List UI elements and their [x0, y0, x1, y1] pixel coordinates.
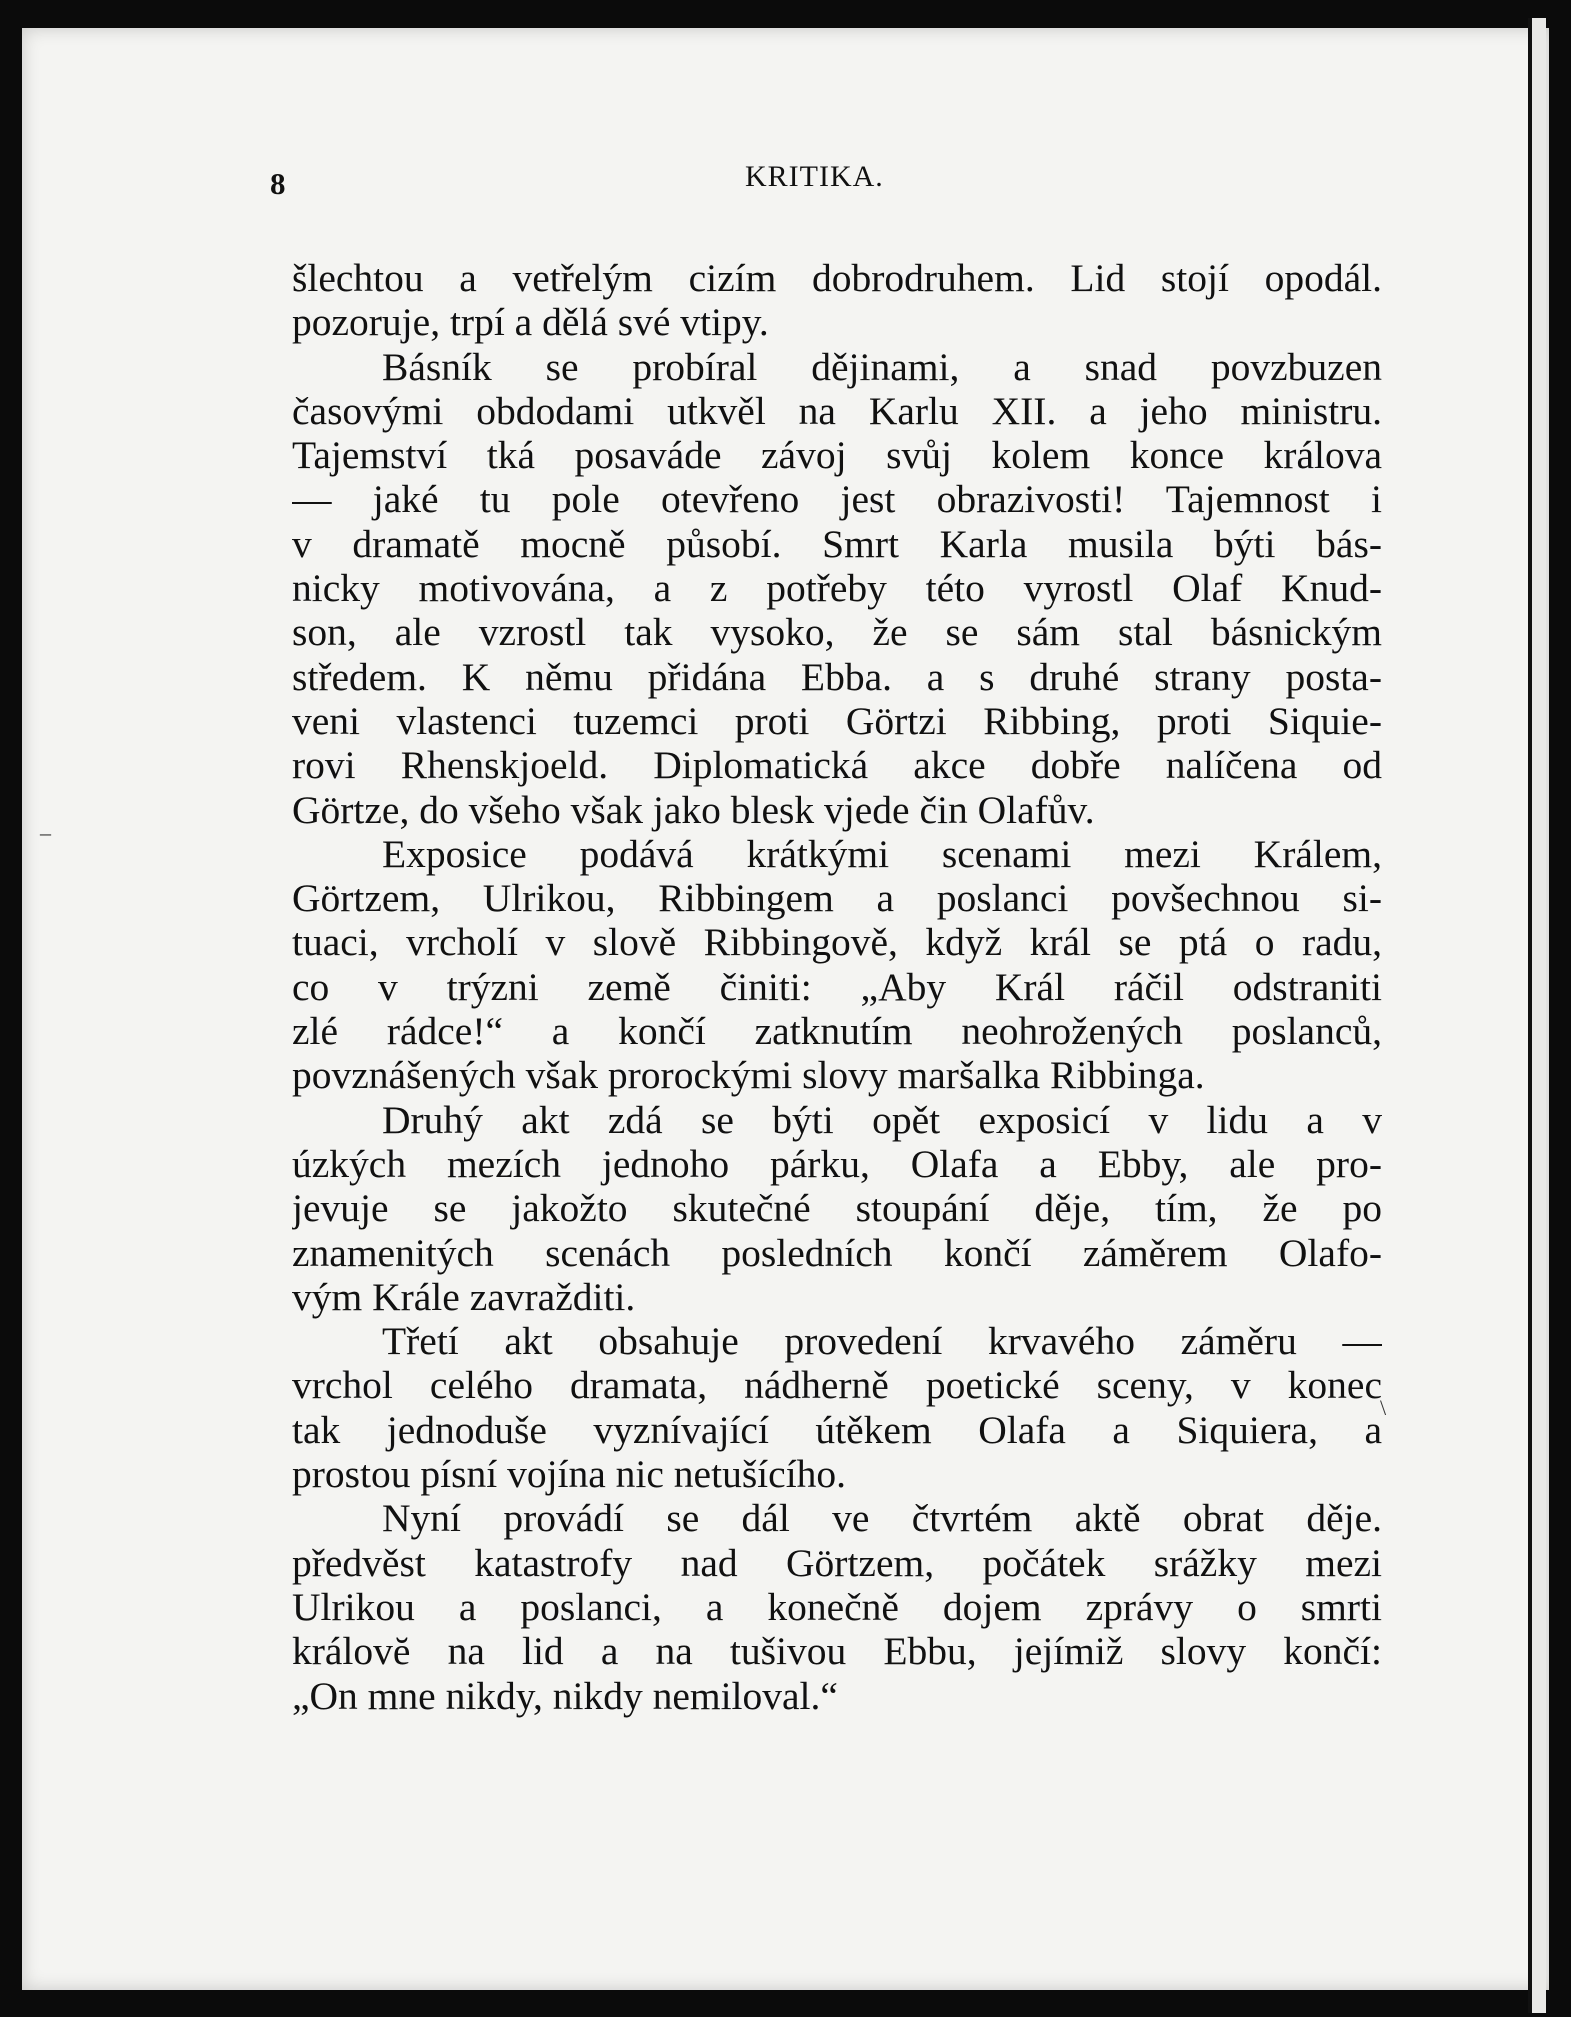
- text-line: středem. K němu přidána Ebba. a s druhé strany posta-: [292, 654, 1382, 699]
- page-edge: [1528, 18, 1546, 2013]
- text-line: vým Krále zavražditi.: [292, 1274, 636, 1319]
- text-line: předvěst katastrofy nad Görtzem, počátek srážky mezi: [292, 1540, 1382, 1585]
- text-line: Třetí akt obsahuje provedení krvavého záměru —: [382, 1319, 1382, 1364]
- page-number: 8: [270, 166, 286, 201]
- text-line: rovi Rhenskjoeld. Diplomatická akce dobře nalíčena od: [292, 743, 1382, 788]
- text-line: Tajemství tká posaváde závoj svůj kolem konce králova: [292, 433, 1382, 478]
- running-head: KRITIKA.: [745, 160, 884, 193]
- text-line: Nyní provádí se dál ve čtvrtém aktě obrat děje.: [382, 1496, 1382, 1541]
- text-line: Básník se probíral dějinami, a snad povzbuzen: [382, 344, 1382, 389]
- text-line: Druhý akt zdá se býti opět exposicí v lidu a v: [382, 1097, 1382, 1142]
- text-line: — jaké tu pole otevřeno jest obrazivosti! Tajemnost i: [292, 477, 1382, 522]
- text-line: prostou písní vojína nic netušícího.: [292, 1452, 847, 1497]
- text-line: Görtze, do všeho však jako blesk vjede čin Olafův.: [292, 787, 1095, 832]
- text-line: Exposice podává krátkými scenami mezi Králem,: [382, 831, 1382, 876]
- text-line: „On mne nikdy, nikdy nemiloval.“: [292, 1673, 838, 1718]
- text-line: časovými obdodami utkvěl na Karlu XII. a jeho ministru.: [292, 388, 1382, 433]
- text-line: zlé rádce!“ a končí zatknutím neohrožených poslanců,: [292, 1009, 1382, 1054]
- text-line: Ulrikou a poslanci, a konečně dojem zprávy o smrti: [292, 1584, 1382, 1629]
- text-line: co v trýzni země činiti: „Aby Král ráčil odstraniti: [292, 964, 1382, 1009]
- text-line: v dramatě mocně působí. Smrt Karla musila býti bás-: [292, 521, 1382, 566]
- text-line: tak jednoduše vyznívající útěkem Olafa a Siquiera, a: [292, 1407, 1382, 1452]
- text-line: královĕ na lid a na tušivou Ebbu, jejímiž slovy končí:: [292, 1629, 1382, 1674]
- text-line: vrchol celého dramata, nádherně poetické sceny, v konec: [292, 1363, 1382, 1408]
- text-line: veni vlastenci tuzemci proti Görtzi Ribbing, proti Siquie-: [292, 698, 1382, 743]
- text-line: Görtzem, Ulrikou, Ribbingem a poslanci povšechnou si-: [292, 876, 1382, 921]
- text-line: šlechtou a vetřelým cizím dobrodruhem. Lid stojí opodál.: [292, 256, 1382, 300]
- page-header: [0, 160, 1571, 200]
- text-line: úzkých mezích jednoho párku, Olafa a Ebby, ale pro-: [292, 1141, 1382, 1186]
- text-line: nicky motivována, a z potřeby této vyrostl Olaf Knud-: [292, 566, 1382, 611]
- text-line: znamenitých scenách posledních končí záměrem Olafo-: [292, 1230, 1382, 1275]
- margin-mark: –: [40, 820, 51, 845]
- text-line: tuaci, vrcholí v slově Ribbingově, když král se ptá o radu,: [292, 920, 1382, 965]
- body-text: [292, 256, 1382, 1718]
- text-line: jevuje se jakožto skutečné stoupání děje, tím, že po: [292, 1186, 1382, 1231]
- text-line: son, ale vzrostl tak vysoko, že se sám stal básnickým: [292, 610, 1382, 655]
- margin-mark: \: [1380, 1395, 1387, 1420]
- text-line: povznášených však prorockými slovy maršalka Ribbinga.: [292, 1053, 1205, 1098]
- text-line: pozoruje, trpí a dělá své vtipy.: [292, 300, 769, 345]
